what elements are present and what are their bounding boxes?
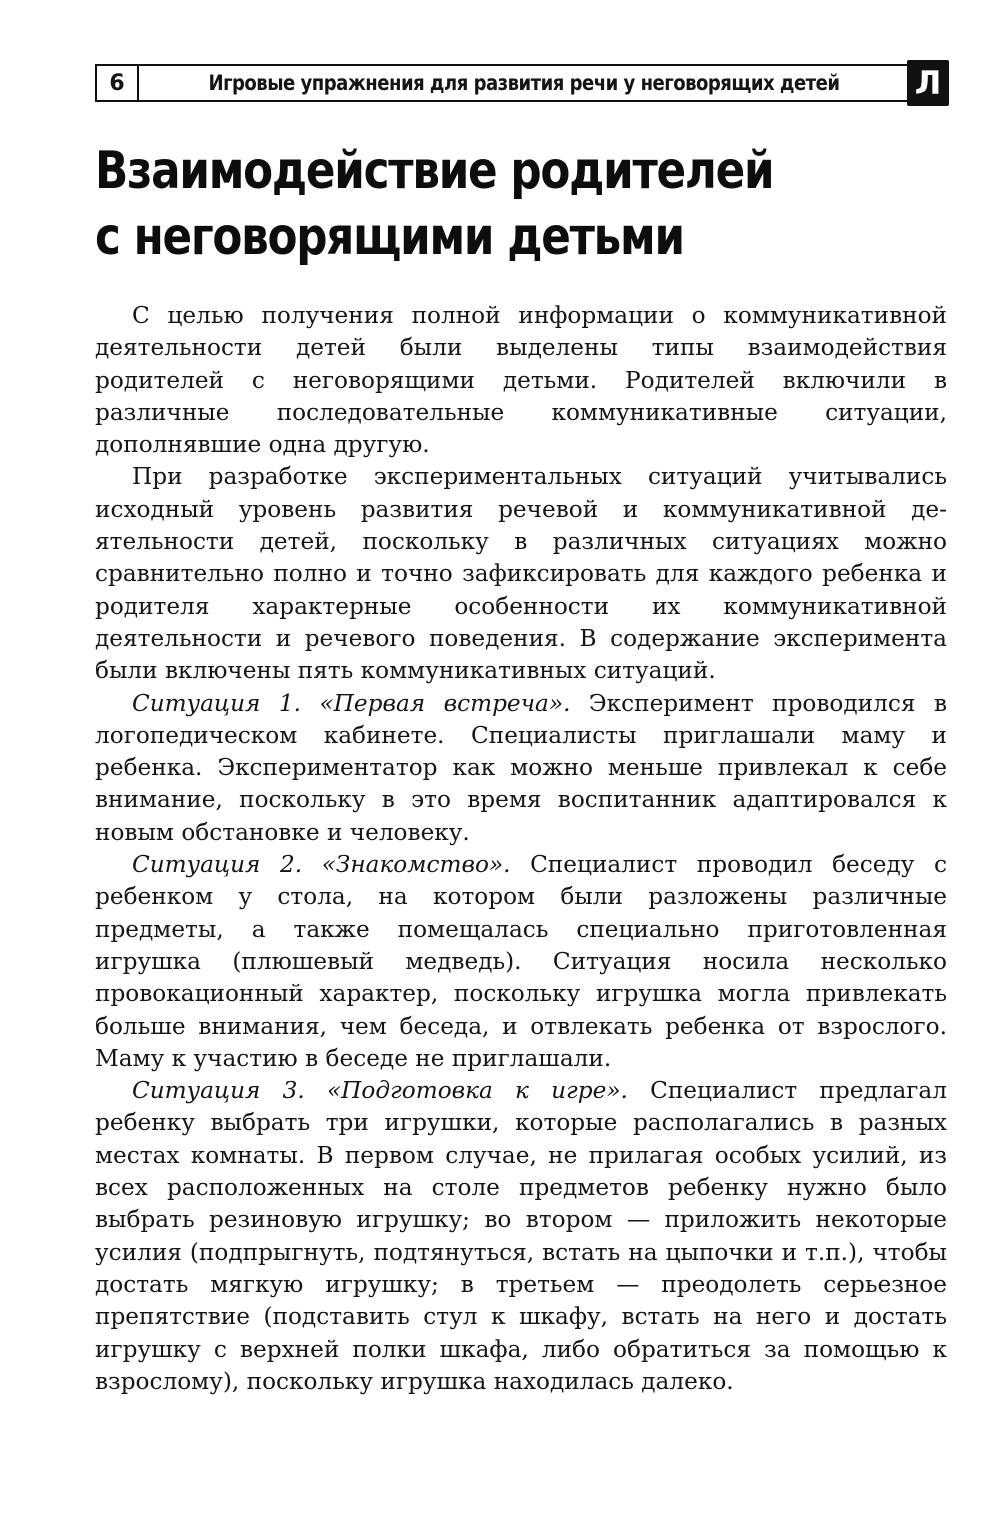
paragraph-situation-2 — [95, 849, 947, 1075]
situation-label: Ситуация 2. «Знакомство». — [132, 851, 511, 879]
paragraph-design — [95, 461, 947, 687]
publisher-logo-icon: Л — [907, 60, 949, 106]
paragraph-intro — [95, 300, 947, 461]
situation-label: Ситуация 3. «Подготовка к игре». — [132, 1077, 628, 1105]
situation-label: Ситуация 1. «Первая встреча». — [132, 689, 571, 717]
page-number: 6 — [95, 64, 139, 102]
paragraph-text: Специалист предлагал ребенку выбрать три игрушки, которые располагались в разных местах комнаты. В первом случае, не прилагая особых усилий, из всех расположенных на столе предметов ребенку нужно было выбрать резиновую игрушку; во втором — приложить некоторые усилия (подпрыгнуть, подтянуться, встать на цыпочки и т.п.), чтобы достать мягкую игрушку; в третьем — преодолеть серьезное препятствие (подставить стул к шкафу, встать на него и достать игрушку с верхней полки шкафа, либо обратиться за помощью к взрослому), поскольку игрушка находилась далеко. — [95, 1077, 947, 1395]
paragraph-text: С целью получения полной информации о коммуникативной деятельности детей были выделены типы взаимодействия родителей с неговорящими детьми. Родителей включили в различные последовательные коммуникативные ситуации, дополнявшие одна другую. — [95, 302, 947, 459]
running-header-title: Игровые упражнения для развития речи у неговорящих детей — [208, 71, 840, 95]
header-rule-bottom — [139, 100, 909, 102]
paragraph-text: Эксперимент проводился в логопедическом кабинете. Специалисты приглашали маму и ребенка. Экспериментатор как можно меньше привлекал к себе внимание, поскольку в это время воспитанник адаптировался к новым обстановке и человеку. — [95, 689, 947, 846]
paragraph-situation-3 — [95, 1075, 947, 1398]
running-header — [95, 60, 950, 106]
paragraph-text: При разработке экспериментальных ситуаций учитывались исходный уровень развития речевой и коммуникативной деятельности детей, поскольку в различных ситуациях можно сравнительно полно и точно зафиксировать для каждого ребенка и родителя характерные особенности их коммуникативной деятельности и речевого поведения. В содержание эксперимента были включены пять коммуникативных ситуаций. — [95, 463, 947, 685]
chapter-title-line-1: Взаимодействие родителей — [95, 141, 774, 201]
chapter-title-line-2: с неговорящими детьми — [95, 207, 684, 267]
paragraph-text: Специалист проводил беседу с ребенком у стола, на котором были разложены различные предметы, а также помещалась специально приготовленная игрушка (плюшевый медведь). Ситуация носила несколько провокационный характер, поскольку игрушка могла привлекать больше внимания, чем беседа, и отвлекать ребенка от взрослого. Маму к участию в беседе не приглашали. — [95, 851, 947, 1072]
paragraph-situation-1 — [95, 688, 947, 849]
chapter-title — [95, 138, 817, 270]
body-text — [95, 300, 947, 1398]
